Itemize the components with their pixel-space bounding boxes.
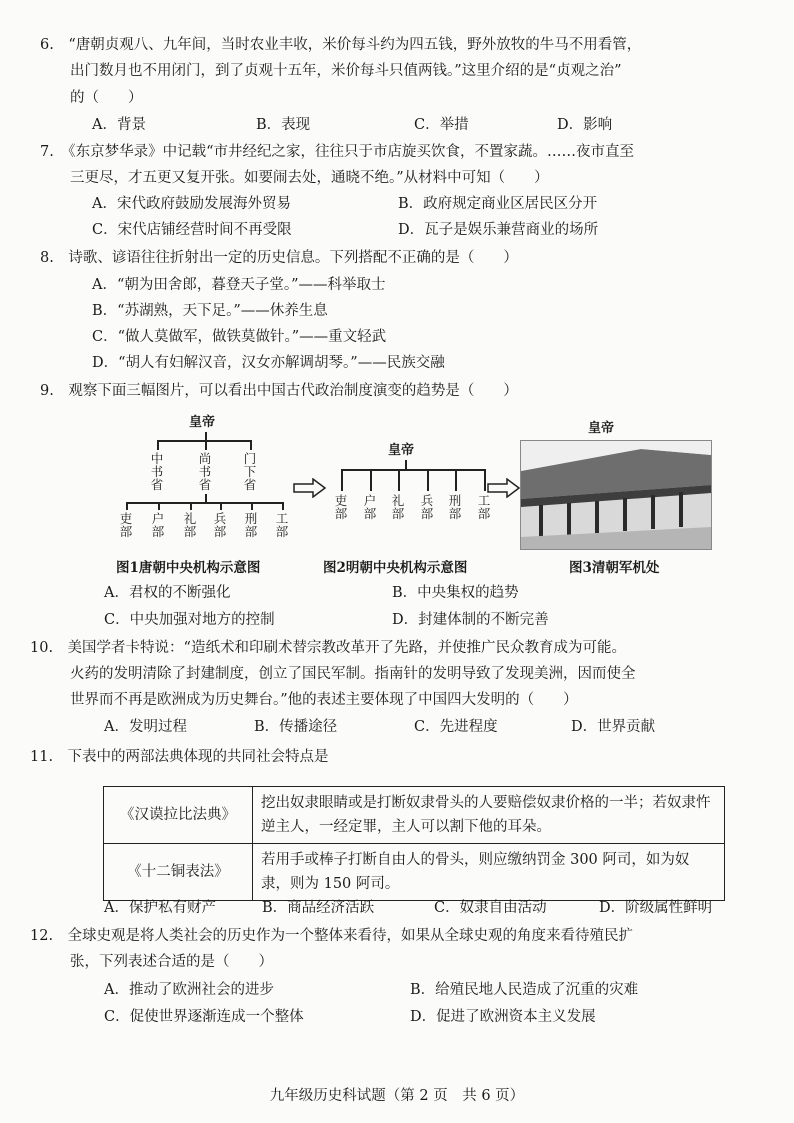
fig2-bottom-3: 兵部 (420, 493, 434, 521)
q7-option-a[interactable]: A．宋代政府鼓励发展海外贸易 (92, 196, 291, 212)
q10-stem-line3: 世界而不再是欧洲成为历史舞台。”他的表述主要体现了中国四大发明的（ ） (70, 692, 578, 708)
q10-option-c[interactable]: C．先进程度 (414, 719, 498, 735)
q12-option-a[interactable]: A．推动了欧洲社会的进步 (104, 982, 274, 998)
fig1-bottom-2: 礼部 (183, 511, 197, 539)
q8-stem: 8. 诗歌、谚语往往折射出一定的历史信息。下列搭配不正确的是（ ） (40, 250, 518, 266)
fig1-bottom-3: 兵部 (213, 511, 227, 539)
q12-stem-line2: 张，下列表述合适的是（ ） (70, 954, 273, 970)
q11-option-b[interactable]: B．商品经济活跃 (262, 900, 375, 916)
fig2-bottom-0: 吏部 (334, 493, 348, 521)
fig1-bottom-1: 户部 (151, 511, 165, 539)
fig3-caption: 图3清朝军机处 (569, 560, 660, 576)
q7-stem-line2: 三更尽，才五更又复开张。如要闹去处，通晓不绝。”从材料中可知（ ） (70, 170, 549, 186)
q8-option-b[interactable]: B．“苏湖熟，天下足。”——休养生息 (92, 303, 328, 319)
fig1-bottom-4: 刑部 (244, 511, 258, 539)
arrow-right-icon (293, 478, 327, 498)
q6-stem-line3: 的（ ） (70, 90, 143, 106)
q10-option-a[interactable]: A．发明过程 (104, 719, 187, 735)
q10-option-d[interactable]: D．世界贡献 (571, 719, 656, 735)
law-table (103, 786, 725, 901)
arrow-right-icon (487, 478, 521, 498)
q8-option-a[interactable]: A．“朝为田舍郎，暮登天子堂。”——科举取士 (92, 277, 386, 293)
q12-option-b[interactable]: B．给殖民地人民造成了沉重的灾难 (410, 982, 639, 998)
q9-option-b[interactable]: B．中央集权的趋势 (392, 585, 519, 601)
law-name: 《汉谟拉比法典》 (104, 787, 253, 844)
building-photo-icon (521, 441, 711, 549)
q7-stem-line1: 7. 《东京梦华录》中记载“市井经纪之家，往往只于市店旋买饮食，不置家蔬。……夜市直至 (40, 144, 634, 160)
fig1-mid-1: 尚书省 (198, 451, 212, 492)
q11-option-c[interactable]: C．奴隶自由活动 (434, 900, 547, 916)
q7-option-c[interactable]: C．宋代店铺经营时间不再受限 (92, 222, 292, 238)
fig1-emperor: 皇帝 (189, 415, 216, 430)
q6-option-a[interactable]: A．背景 (92, 117, 146, 133)
fig1-caption: 图1唐朝中央机构示意图 (116, 560, 261, 576)
q8-option-d[interactable]: D．“胡人有妇解汉音，汉女亦解调胡琴。”——民族交融 (92, 355, 445, 371)
q10-stem-line2: 火药的发明清除了封建制度，创立了国民军制。指南针的发明导致了发现美洲，因而使全 (70, 666, 636, 682)
law-text: 若用手或棒子打断自由人的骨头，则应缴纳罚金 300 阿司，如为奴隶，则为 150 阿司。 (253, 844, 725, 901)
fig2-caption: 图2明朝中央机构示意图 (323, 560, 468, 576)
law-text: 挖出奴隶眼睛或是打断奴隶骨头的人要赔偿奴隶价格的一半；若奴隶忤逆主人，一经定罪，主人可以割下他的耳朵。 (253, 787, 725, 844)
q10-option-b[interactable]: B．传播途径 (254, 719, 338, 735)
fig3-emperor: 皇帝 (588, 421, 615, 436)
q7-option-b[interactable]: B．政府规定商业区居民区分开 (398, 196, 598, 212)
q6-option-c[interactable]: C．举措 (414, 117, 469, 133)
q11-option-d[interactable]: D．阶级属性鲜明 (599, 900, 713, 916)
fig2-bottom-2: 礼部 (391, 493, 405, 521)
q12-option-c[interactable]: C．促使世界逐渐连成一个整体 (104, 1009, 304, 1025)
fig1-mid-0: 中书省 (150, 451, 164, 492)
q9-option-c[interactable]: C．中央加强对地方的控制 (104, 612, 275, 628)
q7-option-d[interactable]: D．瓦子是娱乐兼营商业的场所 (398, 222, 599, 238)
q10-stem-line1: 10. 美国学者卡特说：“造纸术和印刷术替宗教改革开了先路，并使推广民众教育成为可能。 (30, 640, 626, 656)
fig1-mid-2: 门下省 (243, 451, 257, 492)
table-row (104, 844, 725, 901)
q12-stem-line1: 12. 全球史观是将人类社会的历史作为一个整体来看待，如果从全球史观的角度来看待殖民扩 (30, 928, 634, 944)
fig1-bottom-0: 吏部 (119, 511, 133, 539)
q9-option-a[interactable]: A．君权的不断强化 (104, 585, 231, 601)
q9-option-d[interactable]: D．封建体制的不断完善 (392, 612, 549, 628)
fig2-bottom-4: 刑部 (448, 493, 462, 521)
law-name: 《十二铜表法》 (104, 844, 253, 901)
q6-stem-line1: 6. “唐朝贞观八、九年间，当时农业丰收，米价每斗约为四五钱，野外放牧的牛马不用看管， (40, 37, 642, 53)
fig1-bottom-5: 工部 (275, 511, 289, 539)
q6-option-d[interactable]: D．影响 (557, 117, 613, 133)
junjichu-photo (520, 440, 712, 550)
q6-stem-line2: 出门数月也不用闭门，到了贞观十五年，米价每斗只值两钱。”这里介绍的是“贞观之治” (70, 63, 622, 79)
fig2-bottom-5: 工部 (477, 493, 491, 521)
q12-option-d[interactable]: D．促进了欧洲资本主义发展 (410, 1009, 596, 1025)
fig2-bottom-1: 户部 (363, 493, 377, 521)
page-footer: 九年级历史科试题（第 2 页 共 6 页） (269, 1088, 525, 1104)
q11-option-a[interactable]: A．保护私有财产 (104, 900, 216, 916)
q9-stem: 9. 观察下面三幅图片，可以看出中国古代政治制度演变的趋势是（ ） (40, 383, 518, 399)
table-row (104, 787, 725, 844)
q6-option-b[interactable]: B．表现 (256, 117, 311, 133)
q8-option-c[interactable]: C．“做人莫做军，做铁莫做针。”——重文轻武 (92, 329, 387, 345)
q11-stem: 11. 下表中的两部法典体现的共同社会特点是 (30, 749, 329, 765)
fig2-emperor: 皇帝 (388, 443, 415, 458)
